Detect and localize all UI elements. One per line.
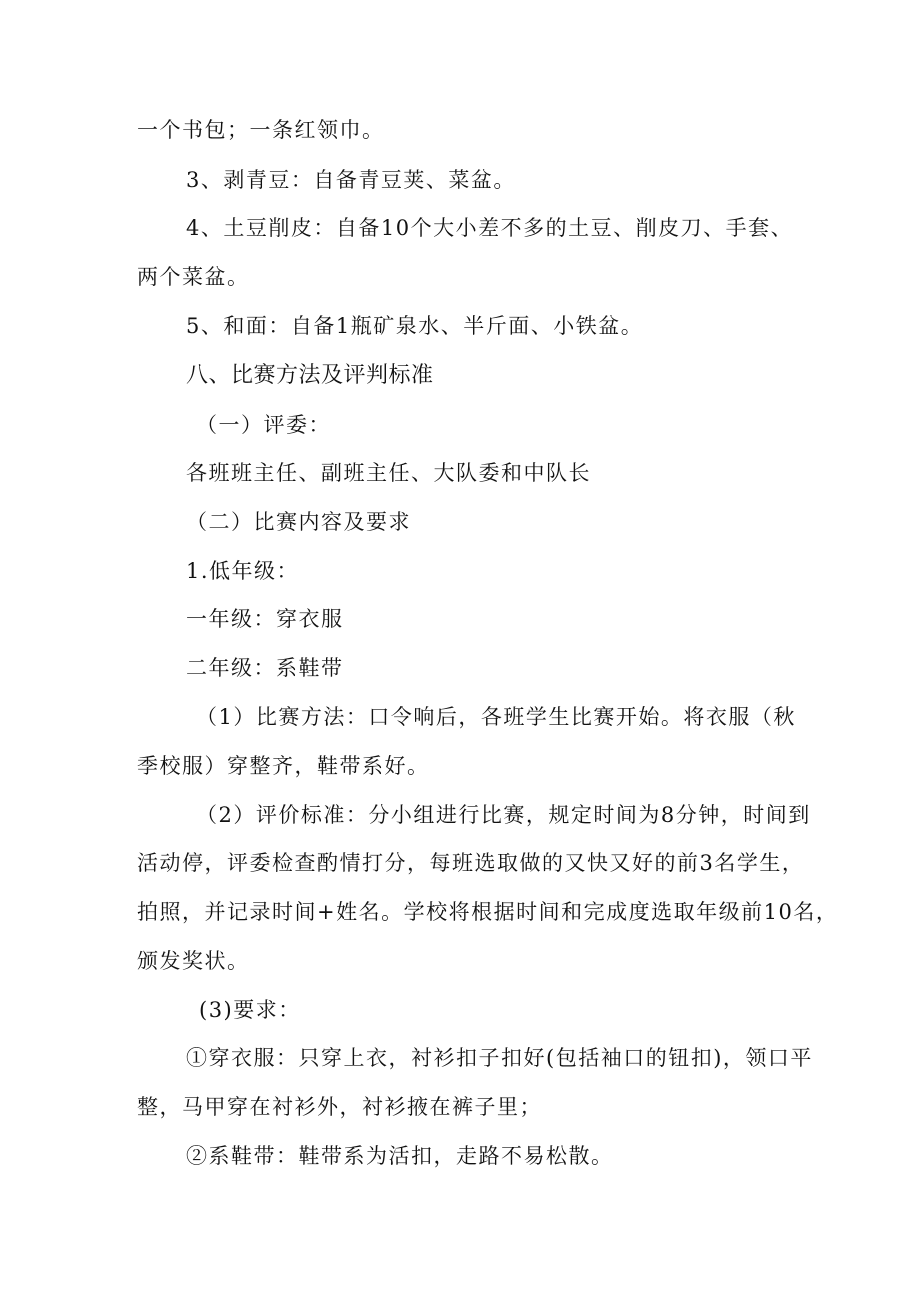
text-line-judges-list: 各班班主任、副班主任、大队委和中队长	[186, 461, 591, 485]
text-line-criteria: （2）评价标准：分小组进行比赛，规定时间为8分钟，时间到	[196, 803, 811, 827]
text-line-item-4-cont: 两个菜盆。	[137, 265, 250, 289]
text-line-req-clothes: ①穿衣服：只穿上衣，衬衫扣子扣好(包括袖口的钮扣)，领口平	[186, 1046, 813, 1070]
text-line-backpack-scarf: 一个书包；一条红领巾。	[137, 118, 385, 142]
subheading-judges: （一）评委：	[196, 413, 331, 437]
section-heading-8: 八、比赛方法及评判标准	[186, 363, 434, 388]
text-line-req-clothes-cont: 整，马甲穿在衬衫外，衬衫掖在裤子里；	[137, 1095, 542, 1119]
subheading-requirements: (3)要求：	[199, 998, 301, 1022]
text-line-low-grade: 1.低年级：	[186, 559, 300, 583]
text-line-method: （1）比赛方法：口令响后，各班学生比赛开始。将衣服（秋	[196, 705, 796, 729]
text-line-item-4: 4、土豆削皮：自备10个大小差不多的土豆、削皮刀、手套、	[186, 216, 794, 240]
text-line-method-cont: 季校服）穿整齐，鞋带系好。	[137, 754, 430, 778]
text-line-grade-1: 一年级：穿衣服	[186, 607, 344, 631]
text-line-criteria-cont-2: 拍照，并记录时间+姓名。学校将根据时间和完成度选取年级前10名，	[137, 900, 839, 924]
text-line-item-3: 3、剥青豆：自备青豆荚、菜盆。	[186, 168, 516, 192]
text-line-req-shoelace: ②系鞋带：鞋带系为活扣，走路不易松散。	[186, 1144, 614, 1168]
subheading-content: （二）比赛内容及要求	[186, 510, 411, 534]
text-line-criteria-cont-1: 活动停，评委检查酌情打分，每班选取做的又快又好的前3名学生，	[137, 851, 805, 875]
text-line-criteria-cont-3: 颁发奖状。	[137, 949, 250, 973]
text-line-item-5: 5、和面：自备1瓶矿泉水、半斤面、小铁盆。	[186, 314, 644, 338]
text-line-grade-2: 二年级：系鞋带	[186, 656, 344, 680]
